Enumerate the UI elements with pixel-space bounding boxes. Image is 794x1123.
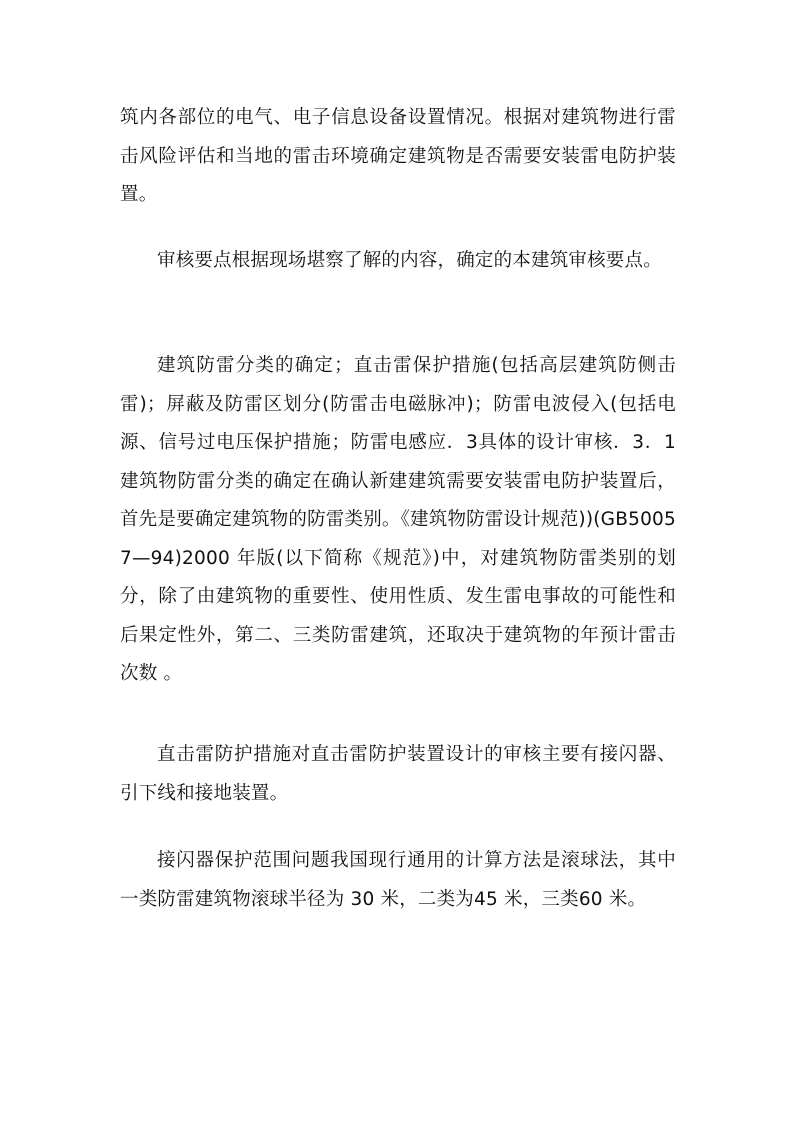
paragraph-direct-strike-measures: 直击雷防护措施对直击雷防护装置设计的审核主要有接闪器、引下线和接地装置。	[120, 744, 676, 804]
paragraph-classification: 建筑防雷分类的确定；直击雷保护措施(包括高层建筑防侧击雷)；屏蔽及防雷区划分(防雷击电磁脉冲)；防雷电波侵入(包括电源、信号过电压保护措施；防雷电感应．3具体的设计审核．3．1建筑物防雷分类的确定在确认新建建筑需要安装雷电防护装置后，首先是要确定建筑物的防雷类别。《建筑物防雷设计规范))(GB50057—94)2000 年版(以下简称《规范》)中，对建筑物防雷类别的划分，除了由建筑物的重要性、使用性质、发生雷电事故的可能性和后果定性外，第二、三类防雷建筑，还取决于建筑物的年预计雷击次数 。	[120, 355, 676, 684]
paragraph-review-points: 审核要点根据现场堪察了解的内容，确定的本建筑审核要点。	[157, 250, 662, 271]
paragraph-rolling-sphere: 接闪器保护范围问题我国现行通用的计算方法是滚球法，其中一类防雷建筑物滚球半径为 30 米，二类为45 米，三类60 米。	[120, 850, 676, 910]
paragraph-risk-assessment: 筑内各部位的电气、电子信息设备设置情况。根据对建筑物进行雷击风险评估和当地的雷击环境确定建筑物是否需要安装雷电防护装置。	[120, 107, 676, 205]
